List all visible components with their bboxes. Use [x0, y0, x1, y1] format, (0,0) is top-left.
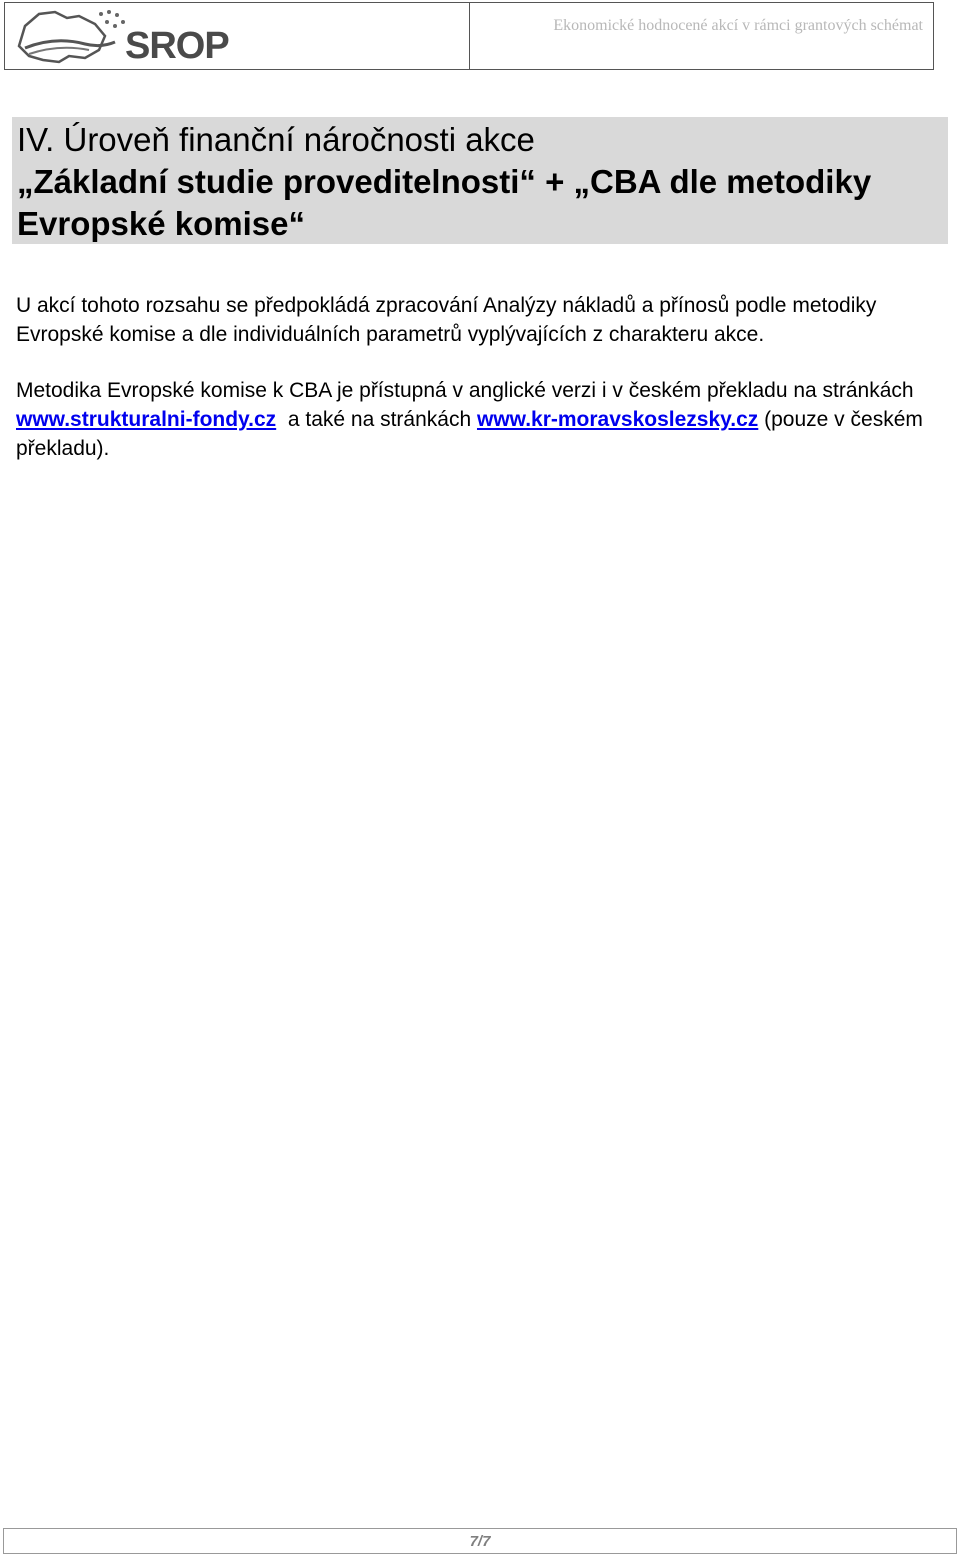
srop-logo — [5, 3, 470, 69]
heading-line1: IV. Úroveň finanční náročnosti akce — [17, 121, 535, 158]
page-footer — [3, 1528, 957, 1554]
paragraph-2-middle: a také na stránkách — [276, 408, 477, 431]
paragraph-2 — [16, 376, 936, 463]
heading-line2: „Základní studie proveditelnosti“ + „CBA dle metodiky Evropské komise“ — [17, 163, 872, 242]
link-kr-moravskoslezsky[interactable]: www.kr-moravskoslezsky.cz — [476, 408, 759, 431]
paragraph-1: U akcí tohoto rozsahu se předpokládá zpracování Analýzy nákladů a přínosů podle metodiky Evropské komise a dle individuálních parametrů vyplývajících z charakteru akce. — [16, 294, 877, 346]
paragraph-2-intro: Metodika Evropské komise k CBA je přístupná v anglické verzi i v českém překladu na stránkách — [16, 379, 914, 402]
paragraph-2-end: (pouze v českém překladu). — [16, 408, 923, 460]
section-heading — [12, 117, 948, 244]
logo-text: SROP — [125, 25, 229, 67]
link-strukturalni-fondy[interactable]: www.strukturalni-fondy.cz — [16, 408, 277, 431]
region-map-logo-icon — [15, 6, 130, 68]
page-number: 7/7 — [469, 1533, 491, 1550]
page-header — [4, 2, 934, 70]
document-title: Ekonomické hodnocené akcí v rámci grantových schémat — [553, 17, 923, 34]
body-text — [16, 291, 936, 463]
